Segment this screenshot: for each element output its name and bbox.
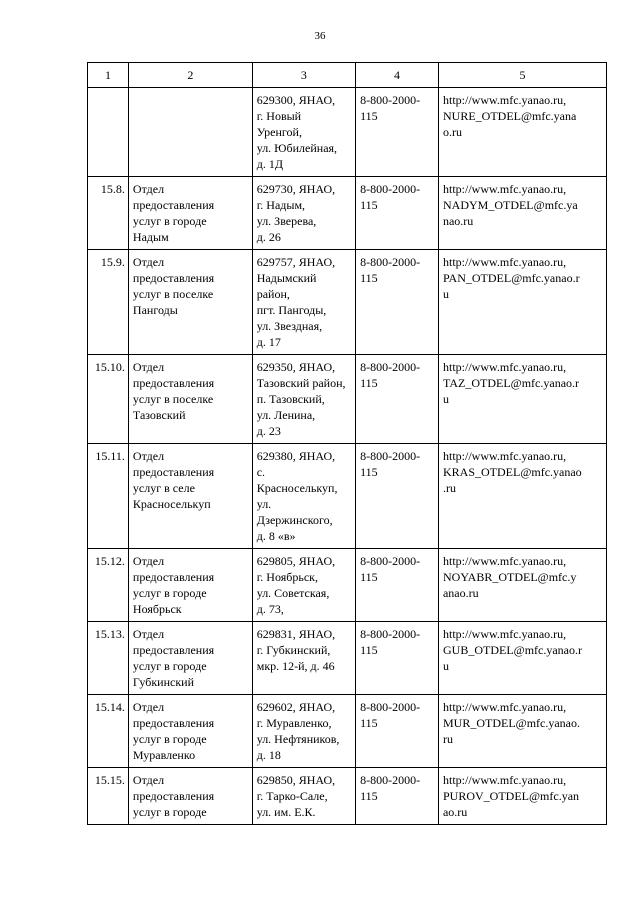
office-name-line: Отдел — [132, 182, 165, 196]
table-row — [88, 444, 607, 549]
row-number-cell: 15.12. — [88, 549, 129, 622]
office-name-line: предоставления — [132, 643, 215, 657]
table-row — [88, 88, 607, 177]
office-name-line: предоставления — [132, 789, 215, 803]
contact-line: PAN_OTDEL@mfc.yanao.r — [442, 271, 580, 285]
phone-line: 8-800-2000- — [360, 449, 421, 463]
row-number-cell: 15.9. — [88, 250, 129, 355]
address-line: ул. Звездная, — [256, 319, 323, 333]
office-name-line: Отдел — [132, 773, 165, 787]
phone-line: 8-800-2000- — [360, 773, 421, 787]
address-line: ул. Ленина, — [256, 408, 316, 422]
contact-cell — [438, 444, 606, 549]
office-name-line: Отдел — [132, 360, 165, 374]
office-name-cell — [128, 549, 252, 622]
address-line: д. 73, — [256, 602, 284, 616]
address-line: д. 18 — [256, 748, 281, 762]
contact-line: http://www.mfc.yanao.ru, — [442, 360, 567, 374]
address-line: 629805, ЯНАО, — [256, 554, 336, 568]
address-cell — [252, 695, 355, 768]
office-name-line: Отдел — [132, 627, 165, 641]
office-name-line: услуг в селе — [132, 481, 195, 495]
office-name-cell — [128, 177, 252, 250]
address-line: Тазовский район, — [256, 376, 346, 390]
address-line: 629300, ЯНАО, — [256, 93, 336, 107]
address-line: мкр. 12-й, д. 46 — [256, 659, 335, 673]
address-line: ул. Советская, — [256, 586, 330, 600]
phone-cell — [356, 622, 439, 695]
phone-cell — [356, 355, 439, 444]
address-line: д. 8 «в» — [256, 529, 296, 543]
contact-line: http://www.mfc.yanao.ru, — [442, 449, 567, 463]
address-line: д. 26 — [256, 230, 281, 244]
address-cell — [252, 88, 355, 177]
address-cell — [252, 768, 355, 825]
address-line: Уренгой, — [256, 125, 302, 139]
office-name-line: Отдел — [132, 255, 165, 269]
phone-line: 115 — [360, 570, 378, 584]
phone-cell — [356, 549, 439, 622]
contact-line: PUROV_OTDEL@mfc.yan — [442, 789, 580, 803]
office-name-line: Пангоды — [132, 303, 178, 317]
address-line: 629730, ЯНАО, — [256, 182, 336, 196]
contact-cell — [438, 88, 606, 177]
office-name-line: услуг в городе — [132, 214, 207, 228]
contact-line: KRAS_OTDEL@mfc.yanao — [442, 465, 582, 479]
office-name-line: услуг в городе — [132, 805, 207, 819]
address-cell — [252, 444, 355, 549]
office-name-cell — [128, 88, 252, 177]
address-line: д. 17 — [256, 335, 281, 349]
row-number-cell: 15.14. — [88, 695, 129, 768]
address-line: Надымский — [256, 271, 317, 285]
phone-line: 8-800-2000- — [360, 182, 421, 196]
phone-line: 115 — [360, 789, 378, 803]
address-cell — [252, 250, 355, 355]
office-name-line: Отдел — [132, 449, 165, 463]
office-name-cell — [128, 695, 252, 768]
address-line: г. Губкинский, — [256, 643, 331, 657]
phone-cell — [356, 695, 439, 768]
phone-line: 115 — [360, 198, 378, 212]
contact-line: NURE_OTDEL@mfc.yana — [442, 109, 577, 123]
contact-line: ao.ru — [442, 805, 468, 819]
address-line: п. Тазовский, — [256, 392, 325, 406]
column-header: 4 — [356, 63, 439, 88]
table-row — [88, 695, 607, 768]
contact-cell — [438, 695, 606, 768]
phone-line: 115 — [360, 465, 378, 479]
contact-line: u — [442, 287, 449, 301]
row-number-cell: 15.13. — [88, 622, 129, 695]
phone-line: 115 — [360, 109, 378, 123]
address-line: 629350, ЯНАО, — [256, 360, 336, 374]
office-name-line: Тазовский — [132, 408, 186, 422]
column-header: 1 — [88, 63, 129, 88]
office-name-line: Отдел — [132, 554, 165, 568]
column-header: 5 — [438, 63, 606, 88]
mfc-offices-table — [87, 62, 607, 825]
contact-line: u — [442, 659, 449, 673]
contact-line: http://www.mfc.yanao.ru, — [442, 700, 567, 714]
contact-line: TAZ_OTDEL@mfc.yanao.r — [442, 376, 580, 390]
address-line: ул. — [256, 497, 272, 511]
contact-line: http://www.mfc.yanao.ru, — [442, 93, 567, 107]
contact-line: o.ru — [442, 125, 462, 139]
address-line: район, — [256, 287, 290, 301]
column-header: 3 — [252, 63, 355, 88]
address-line: ул. Юбилейная, — [256, 141, 338, 155]
phone-cell — [356, 177, 439, 250]
address-line: 629380, ЯНАО, — [256, 449, 336, 463]
address-line: г. Новый — [256, 109, 302, 123]
contact-line: NOYABR_OTDEL@mfc.y — [442, 570, 577, 584]
office-name-line: предоставления — [132, 198, 215, 212]
contact-line: u — [442, 392, 449, 406]
contact-line: NADYM_OTDEL@mfc.ya — [442, 198, 578, 212]
contact-line: nao.ru — [442, 214, 474, 228]
contact-line: http://www.mfc.yanao.ru, — [442, 255, 567, 269]
contact-line: MUR_OTDEL@mfc.yanao. — [442, 716, 581, 730]
address-cell — [252, 355, 355, 444]
address-line: пгт. Пангоды, — [256, 303, 327, 317]
contact-line: http://www.mfc.yanao.ru, — [442, 182, 567, 196]
contact-line: GUB_OTDEL@mfc.yanao.r — [442, 643, 582, 657]
address-line: г. Надым, — [256, 198, 306, 212]
address-cell — [252, 622, 355, 695]
address-line: д. 1Д — [256, 157, 284, 171]
row-number-cell: 15.10. — [88, 355, 129, 444]
office-name-line: Надым — [132, 230, 169, 244]
address-line: Дзержинского, — [256, 513, 333, 527]
office-name-line: предоставления — [132, 465, 215, 479]
contact-line: .ru — [442, 481, 456, 495]
office-name-cell — [128, 768, 252, 825]
table-row — [88, 177, 607, 250]
office-name-line: Губкинский — [132, 675, 195, 689]
phone-line: 115 — [360, 271, 378, 285]
address-line: ул. Нефтяников, — [256, 732, 340, 746]
office-name-cell — [128, 444, 252, 549]
phone-cell — [356, 250, 439, 355]
address-line: ул. Зверева, — [256, 214, 317, 228]
phone-line: 115 — [360, 643, 378, 657]
address-line: г. Ноябрьск, — [256, 570, 318, 584]
table-row — [88, 549, 607, 622]
phone-line: 115 — [360, 716, 378, 730]
contact-cell — [438, 768, 606, 825]
office-name-line: услуг в городе — [132, 732, 207, 746]
contact-line: ru — [442, 732, 453, 746]
phone-line: 8-800-2000- — [360, 554, 421, 568]
phone-cell — [356, 444, 439, 549]
office-name-line: услуг в поселке — [132, 287, 214, 301]
phone-line: 8-800-2000- — [360, 360, 421, 374]
column-header: 2 — [128, 63, 252, 88]
row-number-cell: 15.15. — [88, 768, 129, 825]
office-name-line: услуг в поселке — [132, 392, 214, 406]
contact-line: http://www.mfc.yanao.ru, — [442, 554, 567, 568]
row-number-cell: 15.8. — [88, 177, 129, 250]
phone-line: 8-800-2000- — [360, 93, 421, 107]
contact-cell — [438, 250, 606, 355]
address-line: Красноселькуп, — [256, 481, 338, 495]
address-line: г. Тарко-Сале, — [256, 789, 328, 803]
office-name-line: предоставления — [132, 716, 215, 730]
contact-line: http://www.mfc.yanao.ru, — [442, 627, 567, 641]
address-line: с. — [256, 465, 266, 479]
address-line: 629850, ЯНАО, — [256, 773, 336, 787]
contact-cell — [438, 622, 606, 695]
contact-line: anao.ru — [442, 586, 479, 600]
office-name-cell — [128, 622, 252, 695]
office-name-line: предоставления — [132, 570, 215, 584]
header-row — [88, 63, 607, 88]
phone-line: 8-800-2000- — [360, 700, 421, 714]
address-line: 629602, ЯНАО, — [256, 700, 336, 714]
address-line: 629831, ЯНАО, — [256, 627, 336, 641]
office-name-line: услуг в городе — [132, 586, 207, 600]
office-name-line: услуг в городе — [132, 659, 207, 673]
address-cell — [252, 549, 355, 622]
address-cell — [252, 177, 355, 250]
table-row — [88, 622, 607, 695]
phone-cell — [356, 88, 439, 177]
row-number-cell: 15.11. — [88, 444, 129, 549]
office-name-cell — [128, 355, 252, 444]
office-name-line: Муравленко — [132, 748, 196, 762]
phone-line: 8-800-2000- — [360, 255, 421, 269]
office-name-line: Красноселькуп — [132, 497, 211, 511]
page-number: 36 — [314, 30, 326, 42]
phone-line: 115 — [360, 376, 378, 390]
address-line: г. Муравленко, — [256, 716, 332, 730]
phone-line: 8-800-2000- — [360, 627, 421, 641]
address-line: 629757, ЯНАО, — [256, 255, 336, 269]
table-row — [88, 250, 607, 355]
table-row — [88, 768, 607, 825]
office-name-line: Отдел — [132, 700, 165, 714]
office-name-line: Ноябрьск — [132, 602, 182, 616]
table-row — [88, 355, 607, 444]
contact-cell — [438, 177, 606, 250]
phone-cell — [356, 768, 439, 825]
office-name-cell — [128, 250, 252, 355]
contact-line: http://www.mfc.yanao.ru, — [442, 773, 567, 787]
contact-cell — [438, 355, 606, 444]
address-line: д. 23 — [256, 424, 281, 438]
address-line: ул. им. Е.К. — [256, 805, 316, 819]
office-name-line: предоставления — [132, 376, 215, 390]
office-name-line: предоставления — [132, 271, 215, 285]
contact-cell — [438, 549, 606, 622]
row-number-cell — [88, 88, 129, 177]
